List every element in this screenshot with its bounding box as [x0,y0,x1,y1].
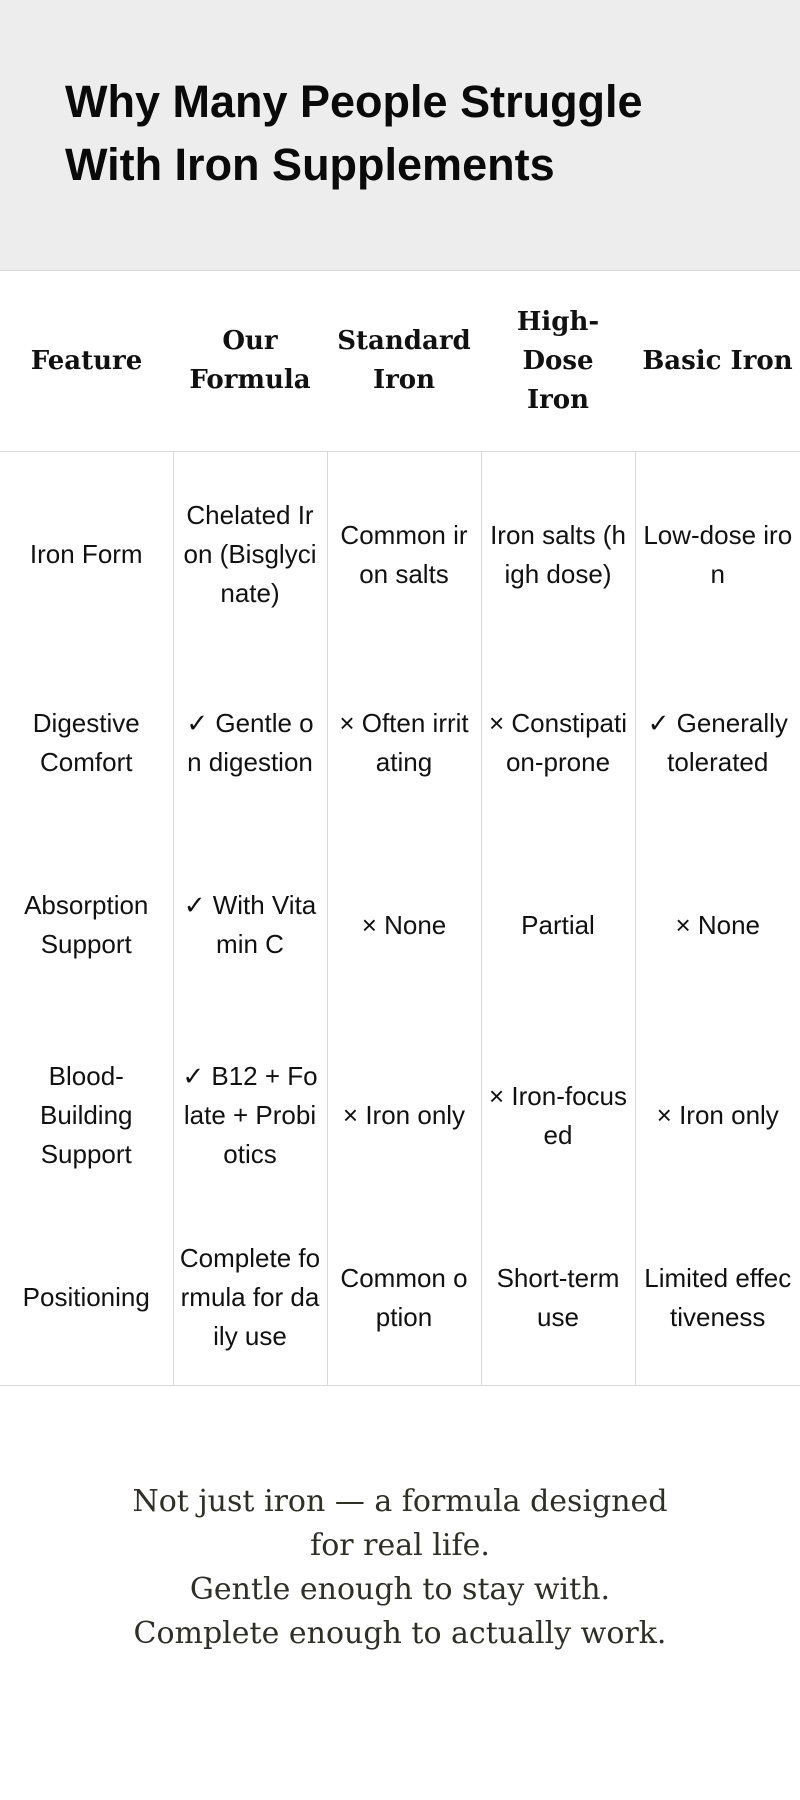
our-formula-cell: ✓ With Vitamin C [173,829,327,1021]
standard-iron-cell: × Often irritating [327,657,481,829]
closing-line-3: Gentle enough to stay with. [189,1572,611,1607]
our-formula-cell: Complete formula for daily use [173,1210,327,1386]
standard-iron-cell: Common option [327,1210,481,1386]
page-title-line-2: With Iron Supplements [65,139,555,190]
table-row-positioning [0,1210,800,1386]
feature-cell: Digestive Comfort [32,708,140,777]
closing-line-2: for real life. [310,1528,490,1563]
our-formula-cell: Chelated Iron (Bisglycinate) [173,452,327,658]
closing-line-4: Complete enough to actually work. [133,1616,667,1651]
page-title [65,70,765,196]
table-row-digestive-comfort [0,657,800,829]
column-header-high-dose-iron: High-Dose Iron [481,271,635,452]
high-dose-iron-cell: × Constipation-prone [481,657,635,829]
standard-iron-cell: Common iron salts [327,452,481,658]
table-header [0,271,800,452]
basic-iron-cell: ✓ Generally tolerated [635,657,800,829]
column-header-basic-iron: Basic Iron [635,271,800,452]
header-row [0,271,800,452]
table-row-absorption-support [0,829,800,1021]
high-dose-iron-cell: Partial [481,829,635,1021]
high-dose-iron-cell: Short-term use [481,1210,635,1386]
feature-cell: Absorption Support [24,890,149,959]
feature-cell: Blood-Building Support [39,1061,133,1169]
basic-iron-cell: × Iron only [635,1021,800,1210]
column-header-standard-iron: Standard Iron [327,271,481,452]
comparison-table-container [0,271,800,1386]
our-formula-cell: ✓ B12 + Folate + Probiotics [173,1021,327,1210]
table-body [0,452,800,1386]
basic-iron-cell: Limited effectiveness [635,1210,800,1386]
basic-iron-cell: Low-dose iron [635,452,800,658]
high-dose-iron-cell: Iron salts (high dose) [481,452,635,658]
closing-statement [0,1480,800,1656]
standard-iron-cell: × None [327,829,481,1021]
basic-iron-cell: × None [635,829,800,1021]
table-row-iron-form [0,452,800,658]
comparison-table [0,271,800,1386]
feature-cell: Iron Form [29,539,143,569]
our-formula-cell: ✓ Gentle on digestion [173,657,327,829]
high-dose-iron-cell: × Iron-focused [481,1021,635,1210]
table-row-blood-building-support [0,1021,800,1210]
closing-line-1: Not just iron — a formula designed [132,1484,668,1519]
feature-cell: Positioning [0,1210,173,1386]
page-title-line-1: Why Many People Struggle [65,76,643,127]
column-header-feature: Feature [0,271,173,452]
column-header-our-formula: Our Formula [173,271,327,452]
standard-iron-cell: × Iron only [327,1021,481,1210]
hero-banner [0,0,800,271]
